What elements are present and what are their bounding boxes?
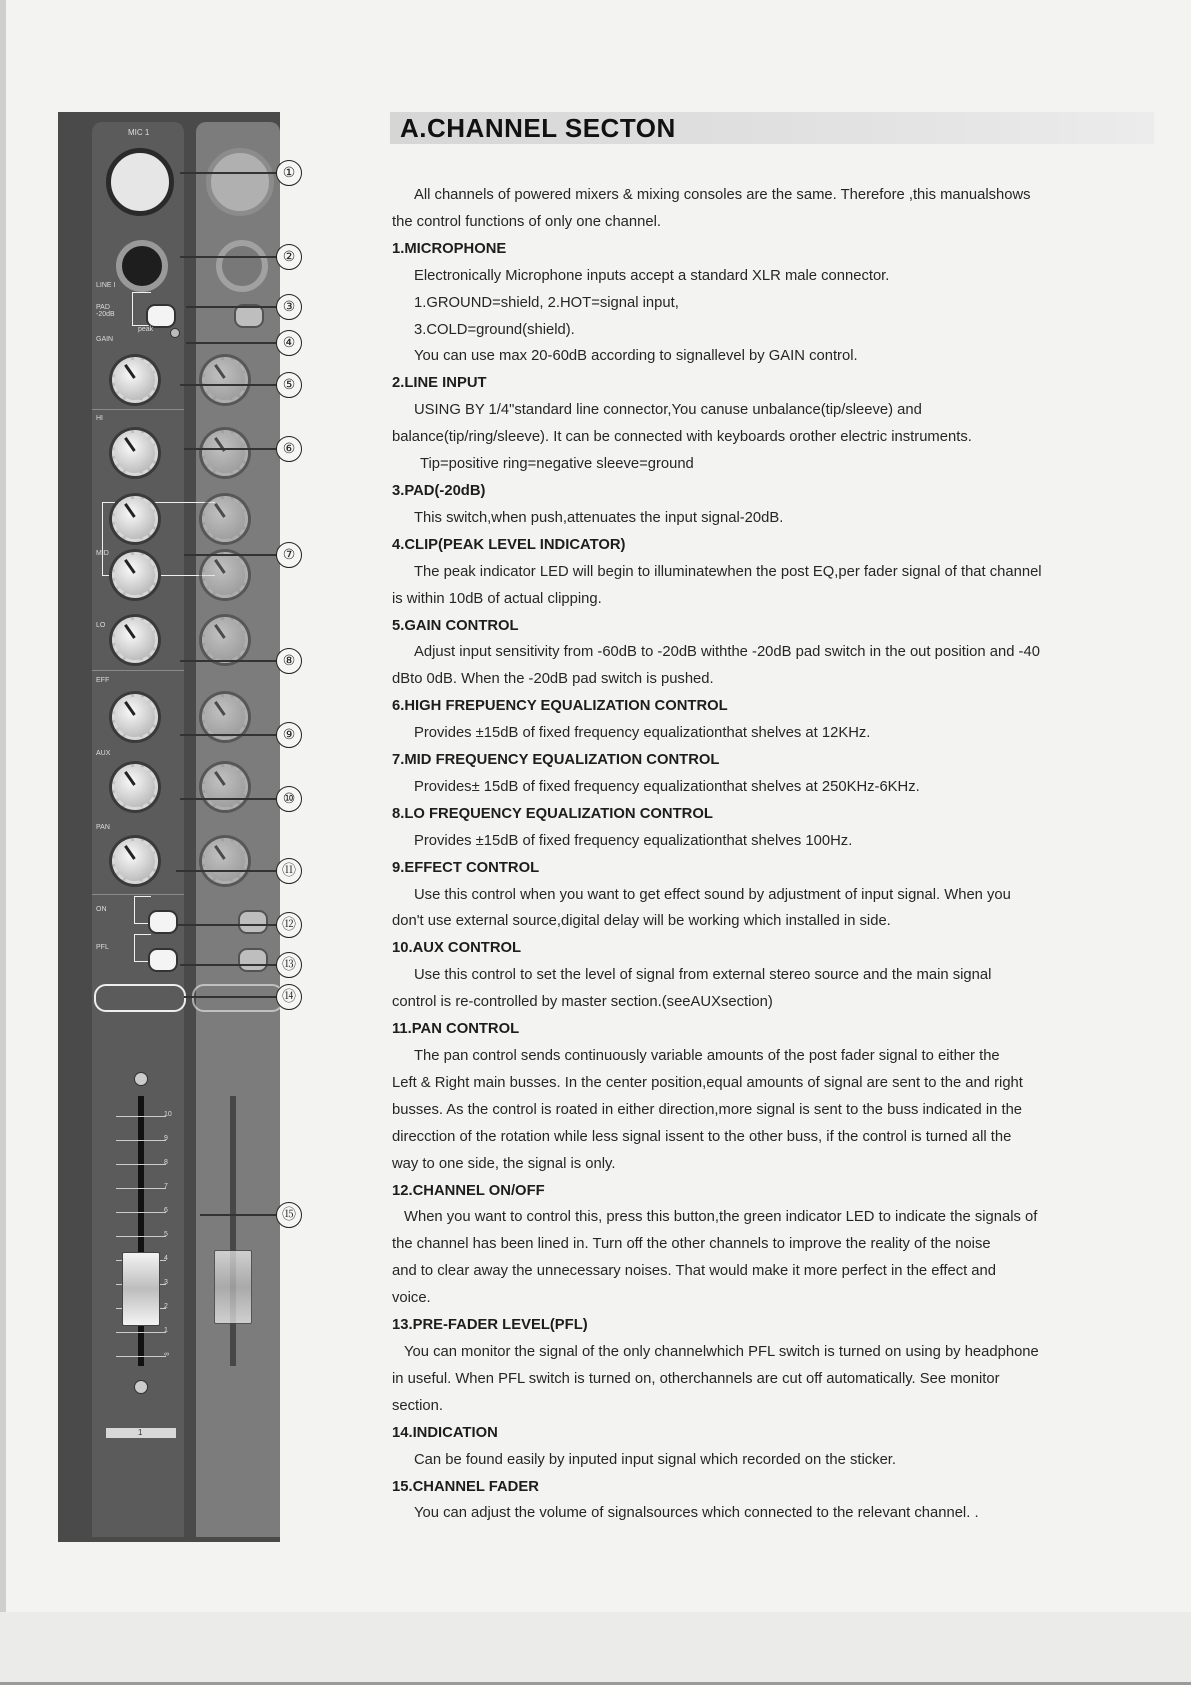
pad-label: PAD -20dB [96,304,115,318]
page-edge [0,0,6,1685]
peak-led [170,328,180,338]
mid-eq-knob[interactable] [202,496,248,542]
pad-switch[interactable] [234,304,264,328]
paragraph: When you want to control this, press this button,the green indicator LED to indicate the signals of [404,1209,1038,1226]
paragraph: the channel has been lined in. Turn off the other channels to improve the reality of the noise [392,1236,991,1253]
pan-knob[interactable] [112,838,158,884]
callout-leader [200,1214,276,1216]
paragraph: Can be found easily by inputed input signal which recorded on the sticker. [414,1451,897,1468]
section-heading: 13.PRE-FADER LEVEL(PFL) [392,1317,588,1334]
channel-on-button[interactable] [238,910,268,934]
fader-tick-label: 4 [164,1255,168,1262]
fader-slot [230,1096,236,1366]
line-label: LINE I [96,282,116,289]
paragraph: This switch,when push,attenuates the input signal-20dB. [414,509,784,526]
callout-number: ⑤ [276,372,302,398]
body-text [392,182,1116,1527]
callout-number: ⑨ [276,722,302,748]
paragraph: You can adjust the volume of signalsources which connected to the relevant channel. . [414,1505,979,1522]
fader-tick [116,1188,166,1189]
section-heading: 12.CHANNEL ON/OFF [392,1182,545,1199]
section-heading: 7.MID FREQUENCY EQUALIZATION CONTROL [392,752,720,769]
paragraph: The peak indicator LED will begin to illuminatewhen the post EQ,per fader signal of that channel [414,563,1042,580]
callout-leader [186,306,276,308]
paragraph: section. [392,1397,443,1414]
callout-number: ③ [276,294,302,320]
fader-tick [116,1140,166,1141]
paragraph: don't use external source,digital delay will be working which installed in side. [392,913,891,930]
callout-leader [180,734,276,736]
section-heading: 5.GAIN CONTROL [392,617,519,634]
callout-number: ④ [276,330,302,356]
paragraph: All channels of powered mixers & mixing consoles are the same. Therefore ,this manualshows [414,187,1031,203]
paragraph: the control functions of only one channel. [392,213,661,230]
callout-leader [180,172,276,174]
mic-label: MIC 1 [128,128,150,137]
pfl-button[interactable] [148,948,178,972]
callout-leader [184,554,276,556]
callout-leader [184,996,276,998]
paragraph: voice. [392,1290,431,1307]
lo-label: LO [96,622,106,629]
callout-leader [184,448,276,450]
hi-eq-knob[interactable] [202,430,248,476]
callout-number: ⑫ [276,912,302,938]
divider [92,670,184,671]
callout-leader [176,924,276,926]
gain-label: GAIN [96,336,114,343]
pfl-label: PFL [96,944,109,951]
eff-label: EFF [96,677,110,684]
fader-tick-label: 10 [164,1111,172,1118]
mid-label: MID [96,550,109,557]
callout-number: ⑮ [276,1202,302,1228]
section-heading: 8.LO FREQUENCY EQUALIZATION CONTROL [392,805,713,822]
paragraph: direcction of the rotation while less signal issent to the other buss, if the control is turned all the [392,1128,1012,1145]
callout-leader [180,798,276,800]
section-heading: 9.EFFECT CONTROL [392,859,540,876]
callout-leader [180,660,276,662]
paragraph: busses. As the control is roated in either direction,more signal is sent to the buss indicated in the [392,1101,1023,1118]
channel-fader-cap[interactable] [214,1250,252,1324]
callout-number: ① [276,160,302,186]
page-bottom-margin [0,1612,1191,1685]
paragraph: balance(tip/ring/sleeve). It can be connected with keyboards orother electric instruments. [392,429,972,446]
channel-2-strip [196,122,280,1537]
callout-leader [180,384,276,386]
fader-tick-label: 7 [164,1183,168,1190]
paragraph: in useful. When PFL switch is turned on, otherchannels are cut off automatically. See monitor [392,1370,1000,1387]
indication-sticker [192,984,284,1012]
callout-number: ⑦ [276,542,302,568]
fader-tick-label: 8 [164,1159,168,1166]
fader-tick-label: 2 [164,1303,168,1310]
line-jack-icon [116,240,168,292]
fader-tick-label: 5 [164,1231,168,1238]
pan-knob[interactable] [202,838,248,884]
pan-label: PAN [96,824,110,831]
paragraph: 3.COLD=ground(shield). [414,321,575,338]
lo-eq-knob[interactable] [202,617,248,663]
divider [92,894,184,895]
fader-tick [116,1212,166,1213]
hi-eq-knob[interactable] [112,430,158,476]
title-bar [390,112,1154,144]
xlr-connector-icon [206,148,274,216]
fader-tick-label: 9 [164,1135,168,1142]
peak-label: peak [138,326,154,333]
paragraph: Adjust input sensitivity from -60dB to -20dB withthe -20dB pad switch in the out position and -40 [414,644,1040,661]
pad-switch[interactable] [146,304,176,328]
fader-tick [116,1356,166,1357]
mid-freq-knob[interactable] [112,552,158,598]
paragraph: Left & Right main busses. In the center position,equal amounts of signal are sent to the and right [392,1074,1023,1091]
aux-knob[interactable] [112,764,158,810]
lo-eq-knob[interactable] [112,617,158,663]
paragraph: 1.GROUND=shield, 2.HOT=signal input, [414,294,679,311]
section-heading: 10.AUX CONTROL [392,940,522,957]
section-heading: 4.CLIP(PEAK LEVEL INDICATOR) [392,536,626,553]
fader-tick-label: 1 [164,1327,168,1334]
callout-number: ⑩ [276,786,302,812]
paragraph: Provides ±15dB of fixed frequency equalizationthat shelves at 12KHz. [414,725,871,742]
paragraph: Tip=positive ring=negative sleeve=ground [420,456,694,473]
fader-tick-label: 3 [164,1279,168,1286]
paragraph: way to one side, the signal is only. [392,1155,616,1172]
screw-icon [134,1072,148,1086]
section-heading: 6.HIGH FREPUENCY EQUALIZATION CONTROL [392,698,728,715]
channel-strip-figure [58,112,338,1547]
callout-number: ⑥ [276,436,302,462]
callout-number: ② [276,244,302,270]
section-heading: 11.PAN CONTROL [392,1021,520,1038]
callout-number: ⑪ [276,858,302,884]
paragraph: You can monitor the signal of the only channelwhich PFL switch is turned on using by headphone [404,1343,1039,1360]
paragraph: You can use max 20-60dB according to signallevel by GAIN control. [414,348,858,365]
paragraph: and to clear away the unnecessary noises. That would make it more perfect in the effect and [392,1263,996,1280]
callout-leader [186,342,276,344]
aux-label: AUX [96,750,111,757]
callout-leader [176,870,276,872]
callout-number: ⑭ [276,984,302,1010]
callout-number: ⑧ [276,648,302,674]
paragraph: control is re-controlled by master section.(seeAUXsection) [392,994,773,1011]
gain-knob[interactable] [202,357,248,403]
channel-on-button[interactable] [148,910,178,934]
channel-fader-cap[interactable] [122,1252,160,1326]
page-title: A.CHANNEL SECTON [400,113,676,143]
aux-knob[interactable] [202,764,248,810]
fader-tick-label: ∞ [164,1351,169,1358]
paragraph: Provides ±15dB of fixed frequency equalizationthat shelves 100Hz. [414,832,853,849]
section-heading: 15.CHANNEL FADER [392,1478,539,1495]
fader-tick [116,1332,166,1333]
paragraph: Electronically Microphone inputs accept a standard XLR male connector. [414,267,890,284]
callout-number: ⑬ [276,952,302,978]
hi-label: HI [96,415,103,422]
section-heading: 3.PAD(-20dB) [392,482,486,499]
effect-knob[interactable] [112,694,158,740]
gain-knob[interactable] [112,357,158,403]
fader-tick [116,1236,166,1237]
mid-freq-knob[interactable] [202,552,248,598]
section-heading: 14.INDICATION [392,1424,498,1441]
paragraph: The pan control sends continuously variable amounts of the post fader signal to either the [414,1048,1000,1064]
indication-sticker [94,984,186,1012]
section-heading: 2.LINE INPUT [392,375,487,392]
mid-eq-knob[interactable] [112,496,158,542]
on-label: ON [96,906,107,913]
paragraph: Provides± 15dB of fixed frequency equalizationthat shelves at 250KHz-6KHz. [414,778,920,795]
fader-tick [116,1116,166,1117]
paragraph: Use this control when you want to get effect sound by adjustment of input signal. When you [414,886,1011,903]
paragraph: Use this control to set the level of signal from external stereo source and the main signal [414,967,992,984]
screw-icon [134,1380,148,1394]
fader-tick-label: 6 [164,1207,168,1214]
divider [92,409,184,410]
paragraph: is within 10dB of actual clipping. [392,590,602,607]
section-heading: 1.MICROPHONE [392,240,507,257]
callout-leader [180,256,276,258]
callout-leader [180,964,276,966]
paragraph: USING BY 1/4"standard line connector,You canuse unbalance(tip/sleeve) and [414,402,922,419]
xlr-connector-icon [106,148,174,216]
pfl-button[interactable] [238,948,268,972]
paragraph: dBto 0dB. When the -20dB pad switch is pushed. [392,671,714,688]
channel-number: 1 [138,1428,143,1437]
fader-tick [116,1164,166,1165]
line-jack-icon [216,240,268,292]
